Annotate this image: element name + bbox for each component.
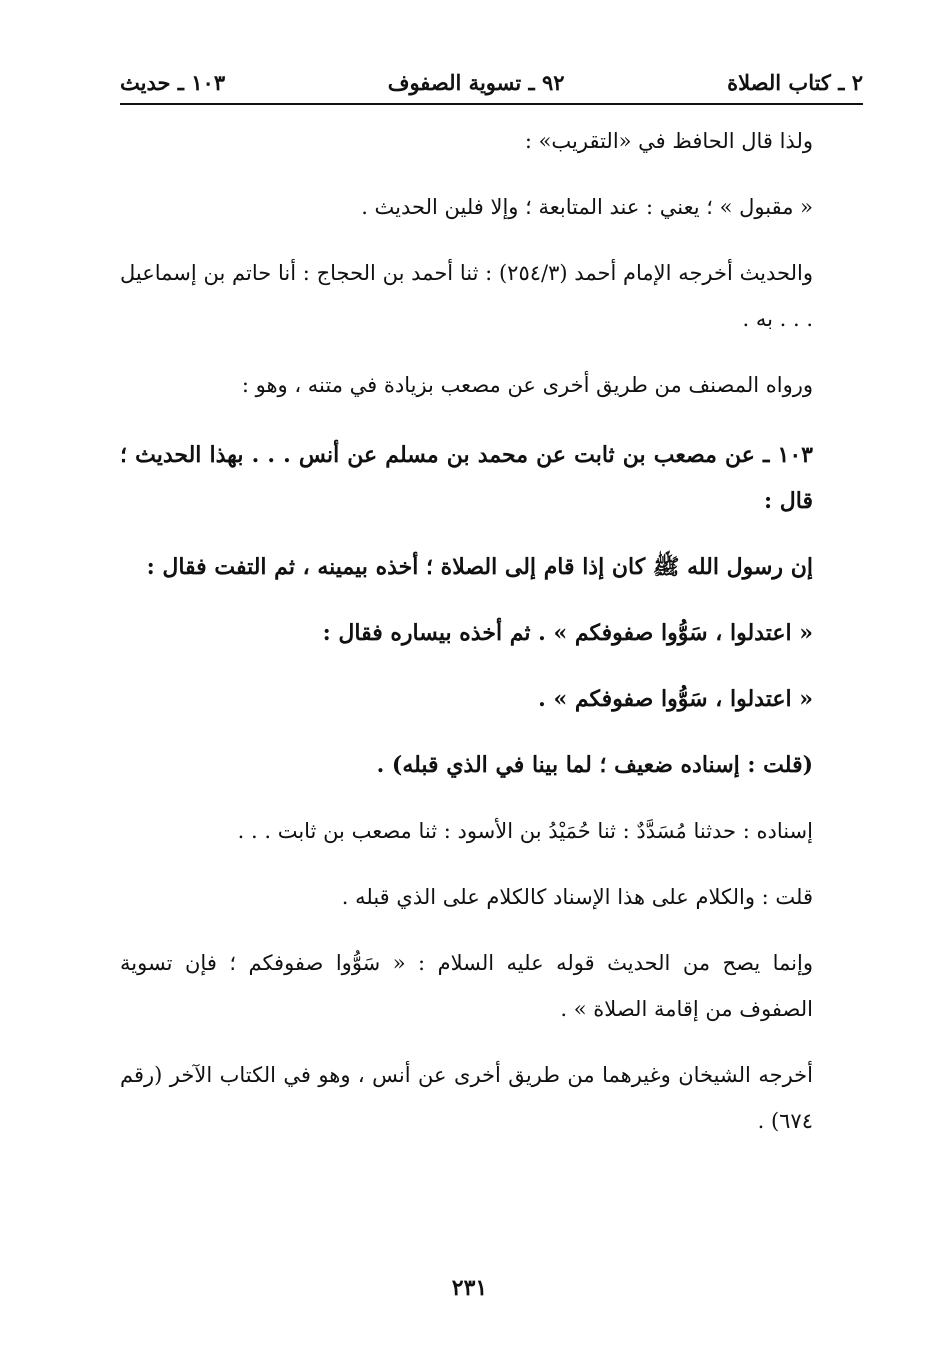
page-body [120, 110, 863, 1144]
running-header [120, 62, 863, 102]
header-divider [120, 103, 863, 105]
hadith-heading: ١٠٣ ـ عن مصعب بن ثابت عن محمد بن مسلم عن أنس . . . بهذا الحديث ؛ قال : [120, 442, 813, 514]
sahih-part-paragraph: وإنما يصح من الحديث قوله عليه السلام : « سَوُّوا صفوفكم ؛ فإن تسوية الصفوف من إقامة الصلاة » . [120, 951, 813, 1021]
header-book-title: ٢ ـ كتاب الصلاة [727, 69, 863, 95]
paragraph-ahmad-takhrij: والحديث أخرجه الإمام أحمد (٢٥٤/٣) : ثنا أحمد بن الحجاج : أنا حاتم بن إسماعيل . . . به . [120, 261, 813, 331]
header-hadith-number: ١٠٣ ـ حديث [120, 69, 226, 95]
hadith-matn: إن رسول الله ﷺ كان إذا قام إلى الصلاة ؛ أخذه بيمينه ، ثم التفت فقال : [146, 554, 813, 580]
header-chapter-title: ٩٢ ـ تسوية الصفوف [387, 69, 565, 95]
hadith-quote-2: « اعتدلوا ، سَوُّوا صفوفكم » . [538, 686, 813, 712]
paragraph-taqrib-intro: ولذا قال الحافظ في «التقريب» : [524, 129, 813, 153]
hadith-quote-1: « اعتدلوا ، سَوُّوا صفوفكم » . ثم أخذه بيساره فقال : [322, 620, 813, 646]
isnad-line: إسناده : حدثنا مُسَدَّدٌ : ثنا حُمَيْدُ بن الأسود : ثنا مصعب بن ثابت . . . [237, 819, 813, 843]
page-number: ٢٣١ [451, 1275, 488, 1301]
paragraph-maqbul: « مقبول » ؛ يعني : عند المتابعة ؛ وإلا فلين الحديث . [361, 195, 813, 219]
paragraph-musannif-riwaya: ورواه المصنف من طريق أخرى عن مصعب بزيادة في متنه ، وهو : [241, 373, 813, 397]
comment-line: قلت : والكلام على هذا الإسناد كالكلام على الذي قبله . [341, 885, 813, 909]
grading-note: (قلت : إسناده ضعيف ؛ لما بينا في الذي قبله) . [376, 752, 813, 778]
shaykhan-paragraph: أخرجه الشيخان وغيرهما من طريق أخرى عن أنس ، وهو في الكتاب الآخر (رقم ٦٧٤) . [120, 1063, 813, 1133]
